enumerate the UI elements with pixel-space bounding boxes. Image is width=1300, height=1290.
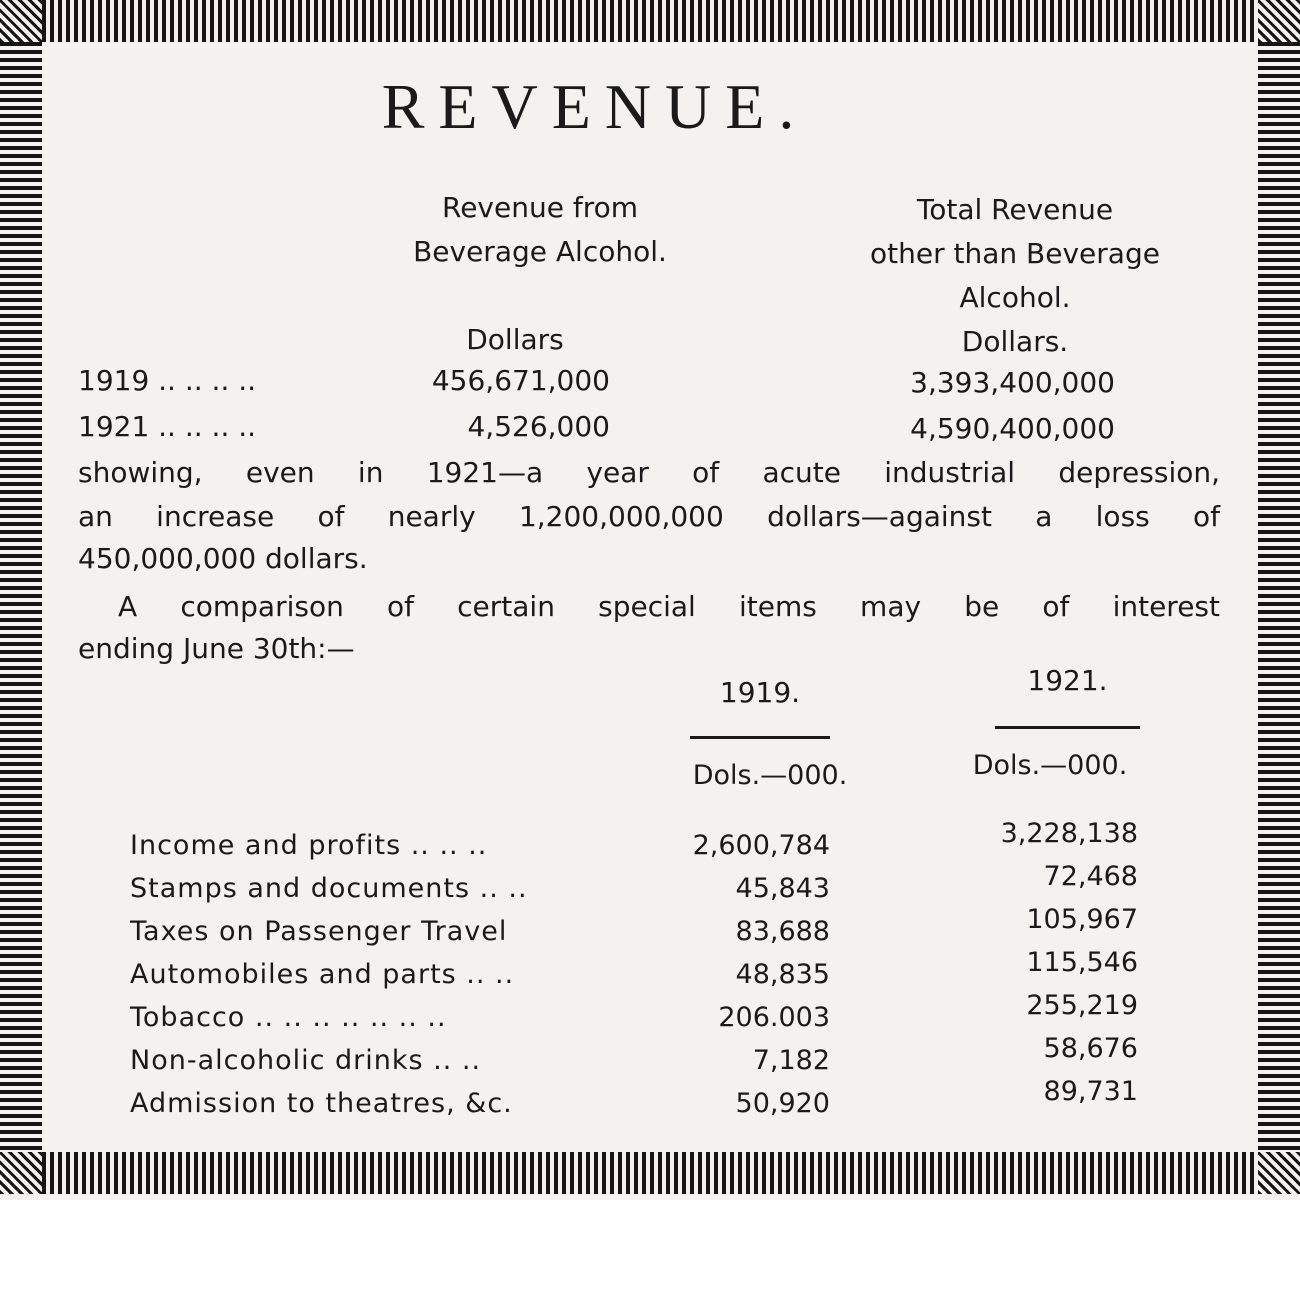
item-value-1919: 206.003 [718, 1002, 830, 1033]
summary-row-label: 1921 .. .. .. .. [78, 410, 257, 443]
border-corner [1258, 0, 1300, 42]
item-label: Non-alcoholic drinks .. .. [130, 1045, 482, 1076]
item-label: Automobiles and parts .. .. [130, 959, 515, 990]
table-row [130, 1076, 1140, 1131]
item-value-1921: 115,546 [1026, 947, 1138, 978]
item-value-1921: 89,731 [1043, 1076, 1138, 1107]
summary-row-label: 1919 .. .. .. .. [78, 364, 257, 397]
border-corner [1258, 1152, 1300, 1194]
item-value-1919: 48,835 [735, 959, 830, 990]
item-value-1919: 50,920 [735, 1088, 830, 1119]
other-revenue-column-header: Total Revenue [916, 193, 1114, 226]
year-header-1921: 1921. [1027, 664, 1108, 697]
item-label: Stamps and documents .. .. [130, 873, 528, 904]
item-label: Admission to theatres, &c. [130, 1088, 513, 1119]
item-value-1921: 255,219 [1026, 990, 1138, 1021]
other-revenue-column-header: other than Beverage [870, 237, 1160, 270]
summary-row-other-value: 4,590,400,000 [910, 412, 1115, 445]
header-rule [690, 736, 830, 739]
item-value-1919: 2,600,784 [692, 830, 830, 861]
item-label: Tobacco .. .. .. .. .. .. .. [130, 1002, 447, 1033]
border-bottom [42, 1152, 1258, 1194]
year-header-1919: 1919. [719, 676, 801, 709]
unit-label-1919: Dols.—000. [692, 760, 848, 791]
paragraph-line: 450,000,000 dollars. [78, 542, 368, 575]
item-value-1921: 3,228,138 [1000, 818, 1138, 849]
border-right [1258, 42, 1300, 1152]
paragraph-line: ending June 30th:— [78, 632, 355, 665]
beverage-column-header: Revenue from [442, 191, 638, 224]
beverage-column-header: Beverage Alcohol. [413, 235, 667, 268]
border-top [42, 0, 1258, 42]
border-corner [0, 1152, 42, 1194]
item-value-1921: 72,468 [1043, 861, 1138, 892]
unit-label-1921: Dols.—000. [972, 750, 1128, 781]
header-rule [995, 726, 1140, 729]
paragraph-line: A comparison of certain special items may be of interest [118, 590, 1220, 623]
border-corner [0, 0, 42, 42]
paragraph-line: an increase of nearly 1,200,000,000 dollars—against a loss of [78, 500, 1220, 533]
summary-row-beverage-value: 4,526,000 [467, 410, 610, 443]
paragraph-line: showing, even in 1921—a year of acute industrial depression, [78, 456, 1220, 489]
item-value-1919: 7,182 [752, 1045, 830, 1076]
page-title: REVENUE. [381, 71, 809, 142]
item-label: Taxes on Passenger Travel [130, 916, 508, 947]
beverage-unit-label: Dollars [466, 323, 564, 356]
item-value-1919: 83,688 [735, 916, 830, 947]
item-value-1921: 58,676 [1043, 1033, 1138, 1064]
other-revenue-unit-label: Dollars. [961, 325, 1069, 358]
item-value-1919: 45,843 [735, 873, 830, 904]
item-value-1921: 105,967 [1026, 904, 1138, 935]
other-revenue-column-header: Alcohol. [959, 281, 1071, 314]
summary-row-other-value: 3,393,400,000 [910, 366, 1115, 399]
summary-row-beverage-value: 456,671,000 [431, 364, 610, 397]
item-label: Income and profits .. .. .. [130, 830, 488, 861]
border-left [0, 42, 42, 1152]
